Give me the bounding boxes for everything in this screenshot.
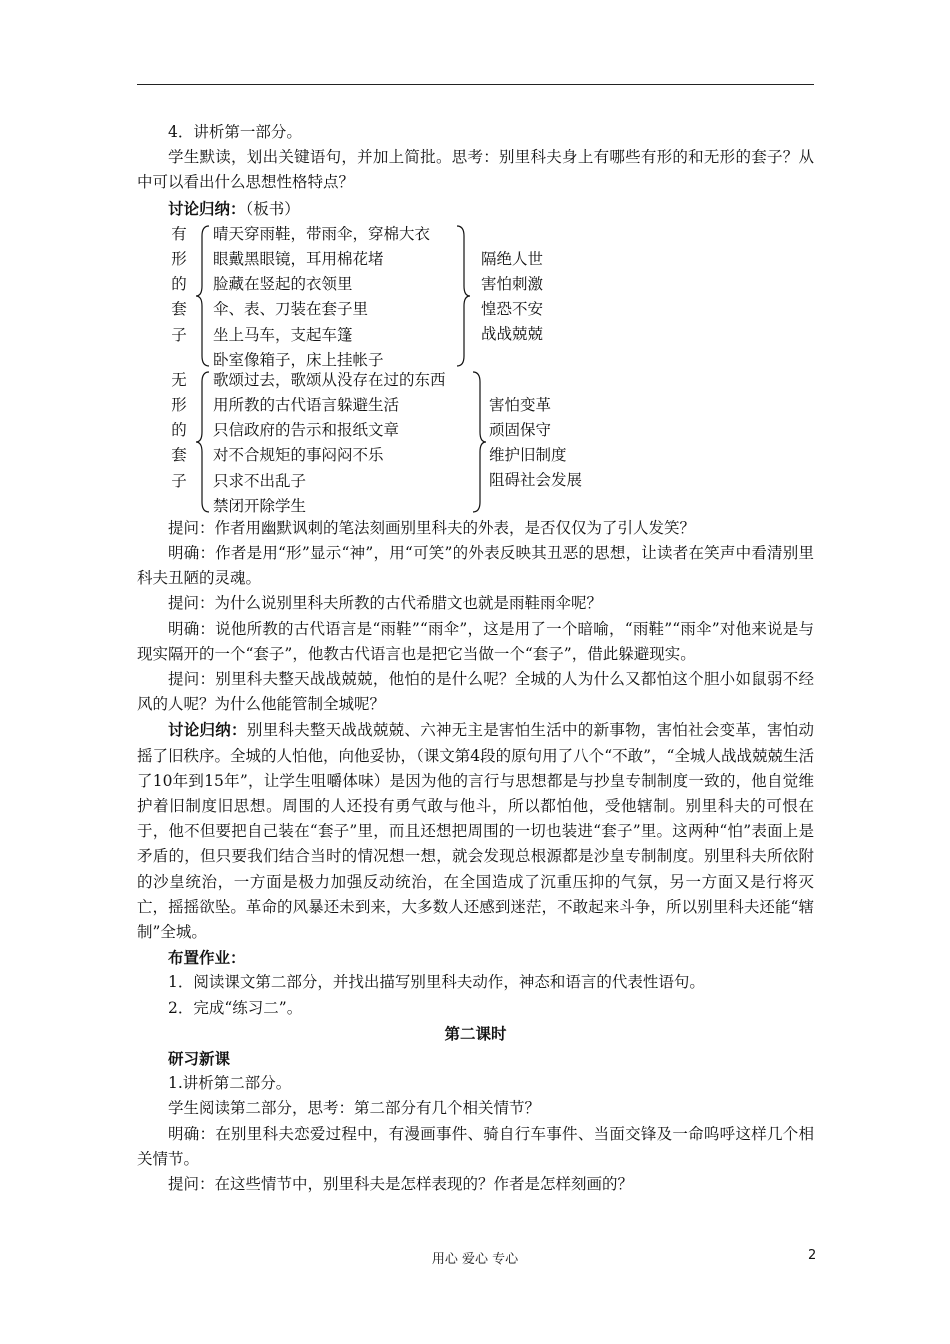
board-intangible [169,368,814,516]
list-item: 伞、表、刀装在套子里 [213,300,369,319]
list-item: 只求不出乱子 [213,471,307,490]
lesson-title: 第二课时 [444,1023,507,1043]
board-results-tangible [481,247,543,348]
board-tangible [169,222,814,368]
summary-label: 讨论归纳： [168,198,246,218]
left-brace-icon [195,224,211,368]
answer: 明确：在别里科夫恋爱过程中，有漫画事件、骑自行车事件、当面交锋及一命呜呼这样几个相关情节。 [137,1124,814,1168]
list-item: 脸藏在竖起的衣领里 [213,275,353,294]
page-number: 2 [808,1248,817,1263]
answer: 明确：作者是用“形”显示“神”，用“可笑”的外表反映其丑恶的思想，让读者在笑声中看清别里科夫丑陋的灵魂。 [137,544,814,588]
answer: 明确：说他所教的古代语言是“雨鞋”“雨伞”，这是用了一个暗喻，“雨鞋”“雨伞”对他来说是与现实隔开的一个“套子”，他教古代语言也是把它当做一个“套子”，借此躲避现实。 [137,619,814,663]
homework-item: 2．完成“练习二”。 [168,998,303,1017]
right-brace-icon [455,224,471,368]
question: 提问：为什么说别里科夫所教的古代希腊文也就是雨鞋雨伞呢？ [168,594,603,613]
section-heading: 4．讲析第一部分。 [168,123,302,141]
question: 提问：在这些情节中，别里科夫是怎样表现的？作者是怎样刻画的？ [168,1175,634,1194]
board-items-tangible [213,222,430,373]
list-item: 歌颂过去，歌颂从没存在过的东西 [213,370,446,389]
board-results-intangible [489,393,582,494]
list-item: 晴天穿雨鞋，带雨伞，穿棉大衣 [213,224,431,243]
list-item: 卧室像箱子，床上挂帐子 [213,350,384,369]
right-brace-icon [471,370,487,514]
list-item: 害怕变革 [489,395,552,414]
list-item: 战战兢兢 [481,325,544,344]
list-item: 阻碍社会发展 [489,471,583,490]
question: 提问：别里科夫整天战战兢兢，他怕的是什么呢？全城的人为什么又都怕这个胆小如鼠弱不经风的人呢？为什么他能管制全城呢？ [137,670,814,714]
summary-note: （板书） [245,199,300,218]
board-items-intangible [213,368,446,519]
page-body [137,120,814,1197]
list-item: 眼戴黑眼镜，耳用棉花堵 [213,250,384,268]
section-heading: 1.讲析第二部分。 [168,1074,292,1093]
list-item: 隔绝人世 [481,249,544,268]
homework-heading: 布置作业： [168,948,246,968]
discussion-text: 别里科夫整天战战兢兢、六神无主是害怕生活中的新事物，害怕社会变革，害怕动摇了旧秩序。全城的人怕他，向他妥协，（课文第4段的原句用了八个“不敢”，“全城人战战兢兢生活了10年到15年”，让学生咀嚼体味）是因为他的言行与思想都是与抄皇专制制度一致的，他自觉维护着旧制度旧思想。周围的人还投有勇气敢与他斗，所以都怕他，受他辖制。别里科夫的可恨在于，他不但要把自己装在“套子”里，而且还想把周围的一切也装进“套子”里。这两种“怕”表面上是矛盾的，但只要我们结合当时的情况想一想，就会发现总根源都是沙皇专制制度。别里科夫所依附的沙皇统治，一方面是极力加强反动统治，在全国造成了沉重压抑的气氛，另一方面又是行将灭亡，摇摇欲坠。革命的风暴还未到来，大多数人还感到迷茫，不敢起来斗争，所以别里科夫还能“辖制”全城。 [137,721,814,942]
discussion-paragraph [137,717,814,945]
list-item: 维护旧制度 [489,446,567,465]
footer-motto: 用心 爱心 专心 [431,1252,519,1267]
left-brace-icon [195,370,211,514]
list-item: 禁闭开除学生 [213,496,307,515]
list-item: 对不合规矩的事闷闷不乐 [213,446,384,465]
list-item: 顽固保守 [489,421,552,439]
discussion-label: 讨论归纳： [168,720,247,740]
list-item: 害怕刺激 [481,275,544,293]
board-label-intangible: 无 形 的 套 子 [171,370,187,490]
list-item: 惶恐不安 [481,300,544,319]
board-label-tangible: 有 形 的 套 子 [171,224,187,344]
question: 提问：作者用幽默讽刺的笔法刻画别里科夫的外表，是否仅仅为了引人发笑？ [168,518,696,537]
summary-heading [137,196,814,222]
list-item: 坐上马车，支起车篷 [213,325,353,344]
header-rule [137,84,814,85]
homework-item: 1．阅读课文第二部分，并找出描写别里科夫动作，神态和语言的代表性语句。 [168,973,705,992]
lesson-subtitle: 研习新课 [168,1049,231,1069]
paragraph: 学生阅读第二部分，思考：第二部分有几个相关情节？ [168,1099,541,1118]
list-item: 只信政府的告示和报纸文章 [213,421,400,440]
paragraph: 学生默读，划出关键语句，并加上简批。思考：别里科夫身上有哪些有形的和无形的套子？从中可以看出什么思想性格特点？ [137,148,814,192]
list-item: 用所教的古代语言躲避生活 [213,396,400,414]
